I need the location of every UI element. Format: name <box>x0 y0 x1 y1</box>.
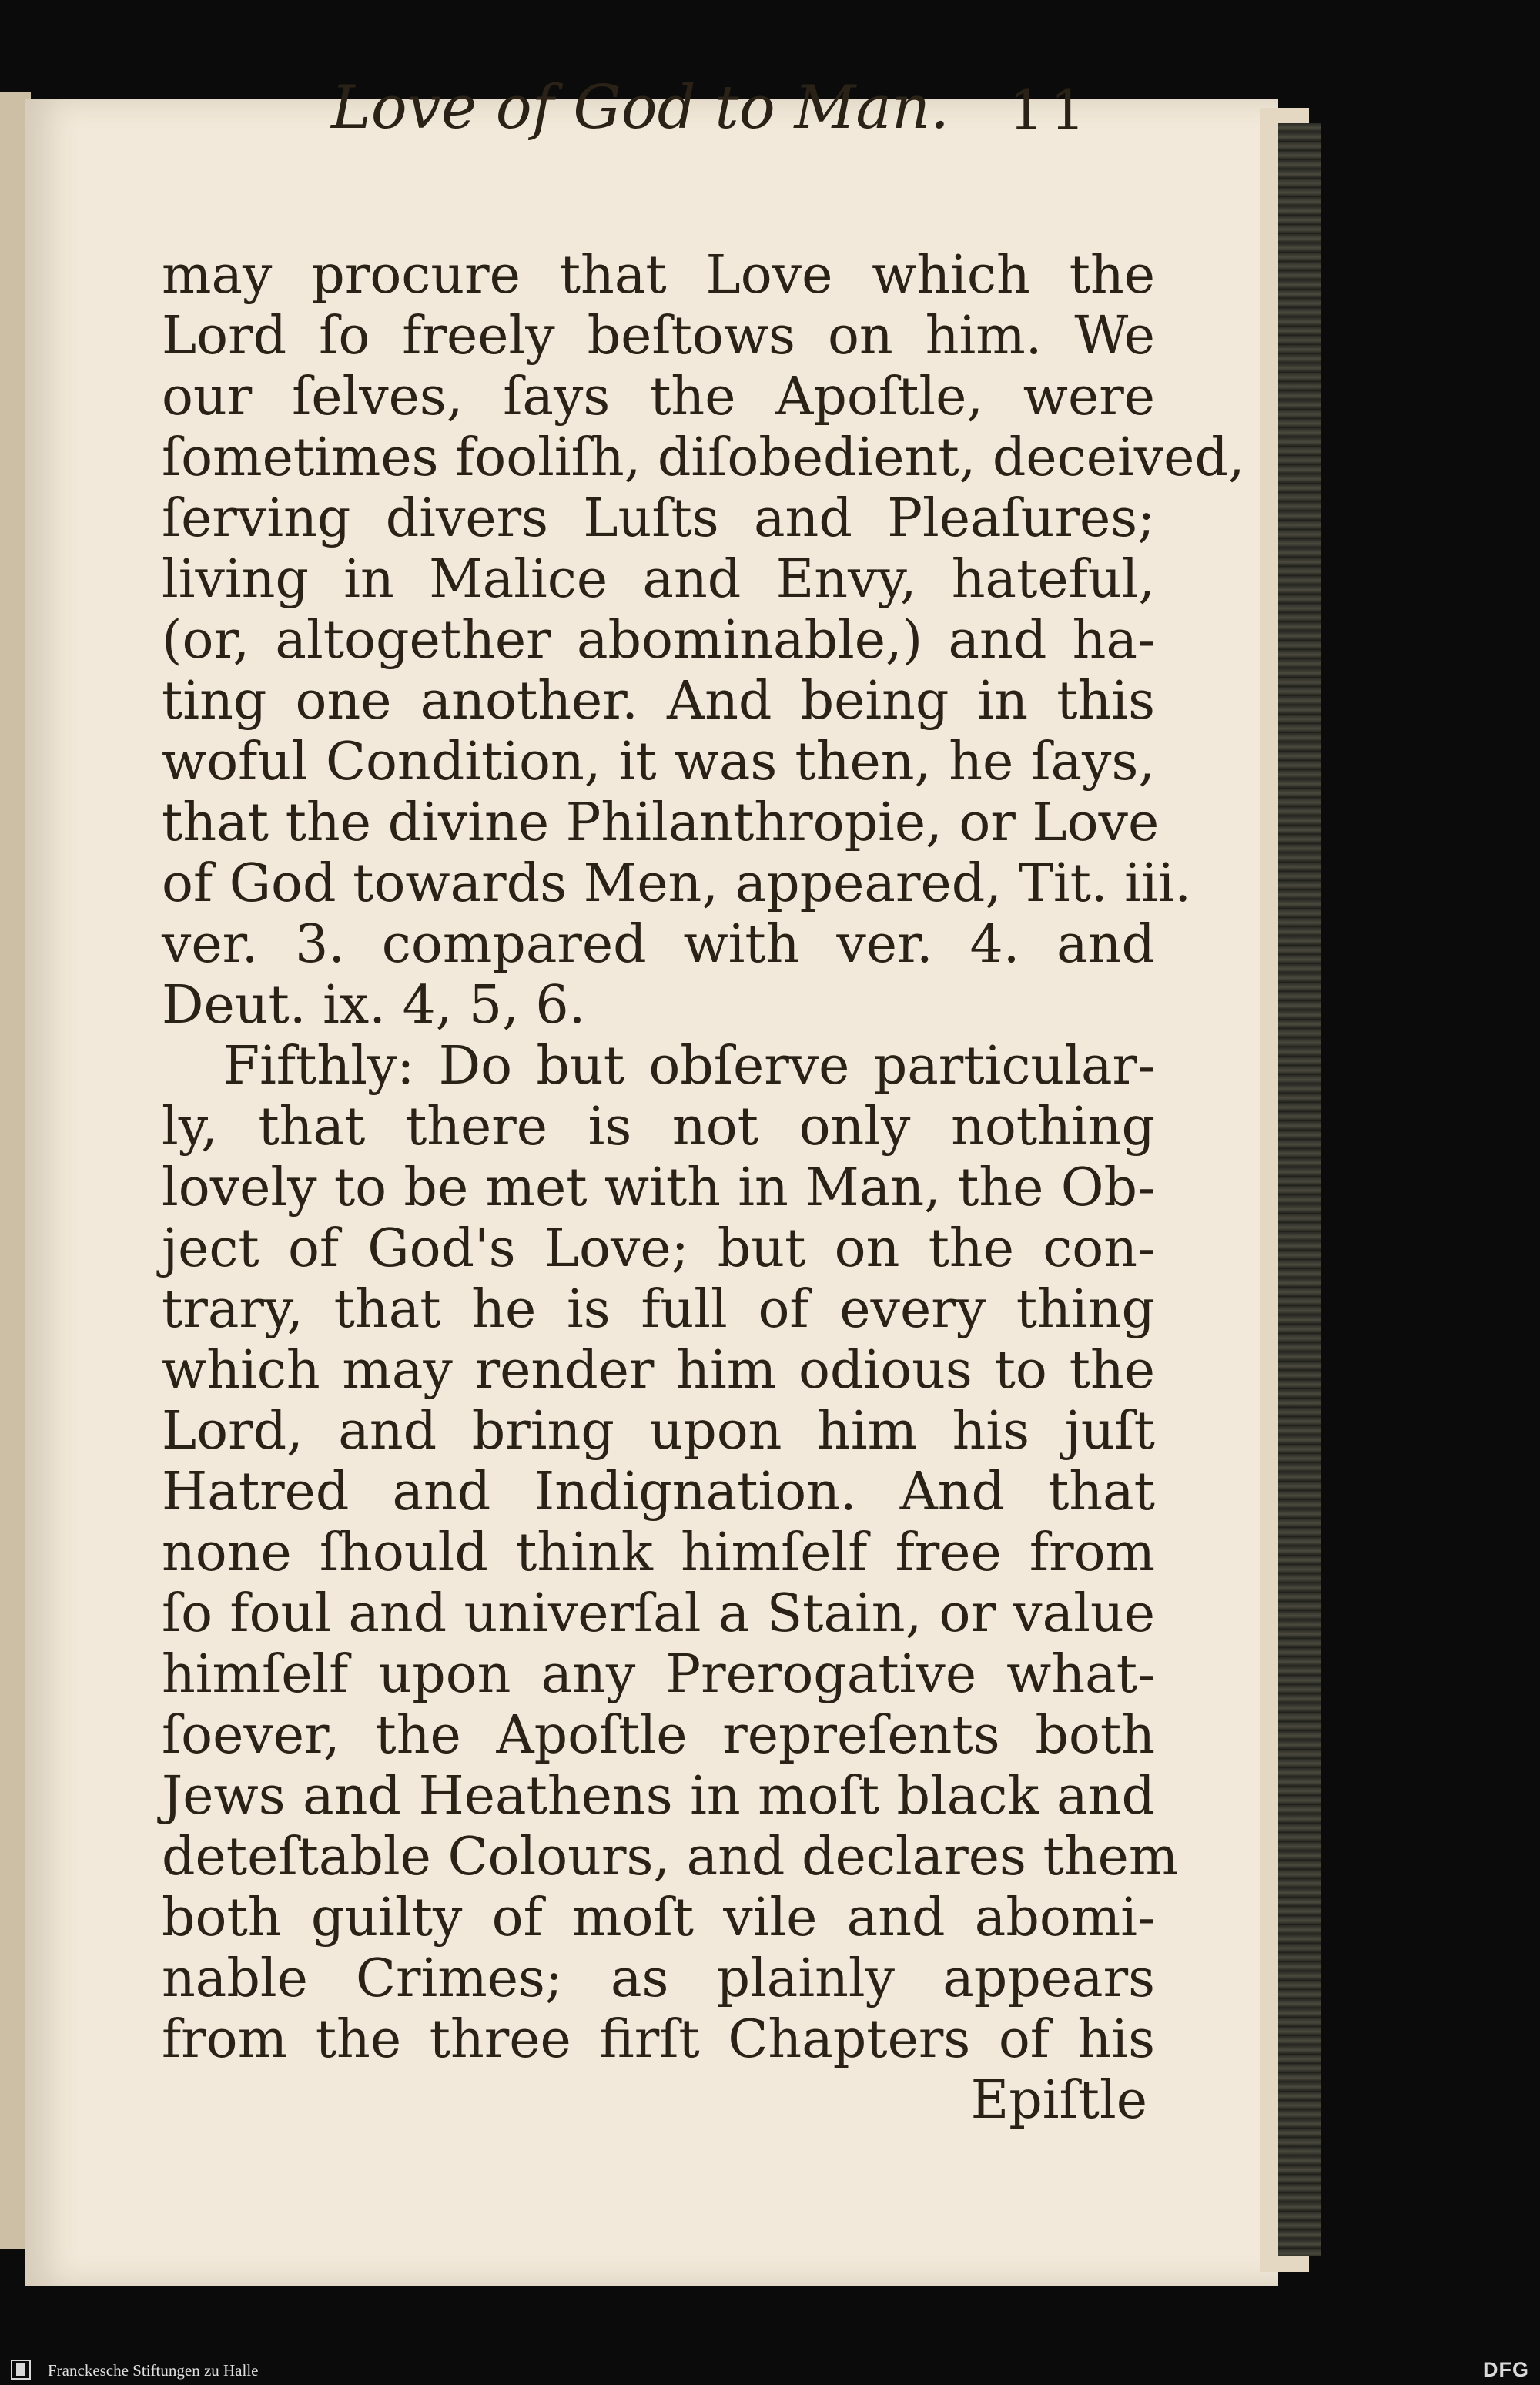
text-line: ſometimes fooliſh, diſobedient, deceived, <box>162 427 1245 488</box>
institution-name: Franckesche Stiftungen zu Halle <box>48 2361 259 2380</box>
text-line: (or, altogether abominable,) and ha- <box>162 610 1155 671</box>
text-line: ſerving divers Luſts and Pleaſures; <box>162 488 1155 549</box>
text-line: lovely to be met with in Man, the Ob- <box>162 1157 1155 1218</box>
text-line: ly, that there is not only nothing <box>162 1097 1155 1157</box>
text-line: may procure that Love which the <box>162 245 1155 306</box>
viewer-footer <box>0 2355 1540 2385</box>
dfg-logo: DFG <box>1483 2358 1529 2381</box>
text-line: ting one another. And being in this <box>162 671 1155 732</box>
text-line: ſo foul and univerſal a Stain, or value <box>162 1583 1155 1644</box>
text-line: living in Malice and Envy, hateful, <box>162 549 1155 610</box>
text-line: Jews and Heathens in moſt black and <box>162 1766 1155 1827</box>
text-line: ſoever, the Apoſtle repreſents both <box>162 1705 1155 1766</box>
text-line: Lord, and bring upon him his juſt <box>162 1401 1155 1462</box>
text-line: woful Condition, it was then, he ſays, <box>162 732 1155 792</box>
text-line: that the divine Philanthropie, or Love <box>162 792 1160 853</box>
text-line: himſelf upon any Prerogative what- <box>162 1644 1155 1705</box>
text-line: Lord ſo freely beſtows on him. We <box>162 306 1155 367</box>
text-line: deteſtable Colours, and declares them <box>162 1827 1179 1888</box>
catchword: Epiſtle <box>970 2070 1147 2131</box>
text-line: none ſhould think himſelf free from <box>162 1522 1155 1583</box>
text-line: from the three firſt Chapters of his <box>162 2009 1155 2070</box>
text-line: of God towards Men, appeared, Tit. iii. <box>162 853 1191 914</box>
text-line: trary, that he is full of every thing <box>162 1279 1155 1340</box>
running-head: Love of God to Man. <box>331 73 949 142</box>
text-line: ver. 3. compared with ver. 4. and <box>162 914 1155 975</box>
page-header <box>331 73 1194 150</box>
page-number: 11 <box>1009 78 1092 142</box>
text-line: our ſelves, ſays the Apoſtle, were <box>162 367 1155 427</box>
text-line: which may render him odious to the <box>162 1340 1155 1401</box>
text-line: both guilty of moſt vile and abomi- <box>162 1888 1155 1948</box>
institution-logo-icon <box>11 2360 31 2380</box>
text-line: nable Crimes; as plainly appears <box>162 1948 1155 2009</box>
text-line: Deut. ix. 4, 5, 6. <box>162 975 586 1036</box>
book-binding <box>1278 123 1321 2256</box>
body-text <box>162 245 1245 2131</box>
text-line: Hatred and Indignation. And that <box>162 1462 1155 1522</box>
text-line: ject of God's Love; but on the con- <box>162 1218 1155 1279</box>
text-line: Fifthly: Do but obſerve particular- <box>223 1036 1155 1097</box>
